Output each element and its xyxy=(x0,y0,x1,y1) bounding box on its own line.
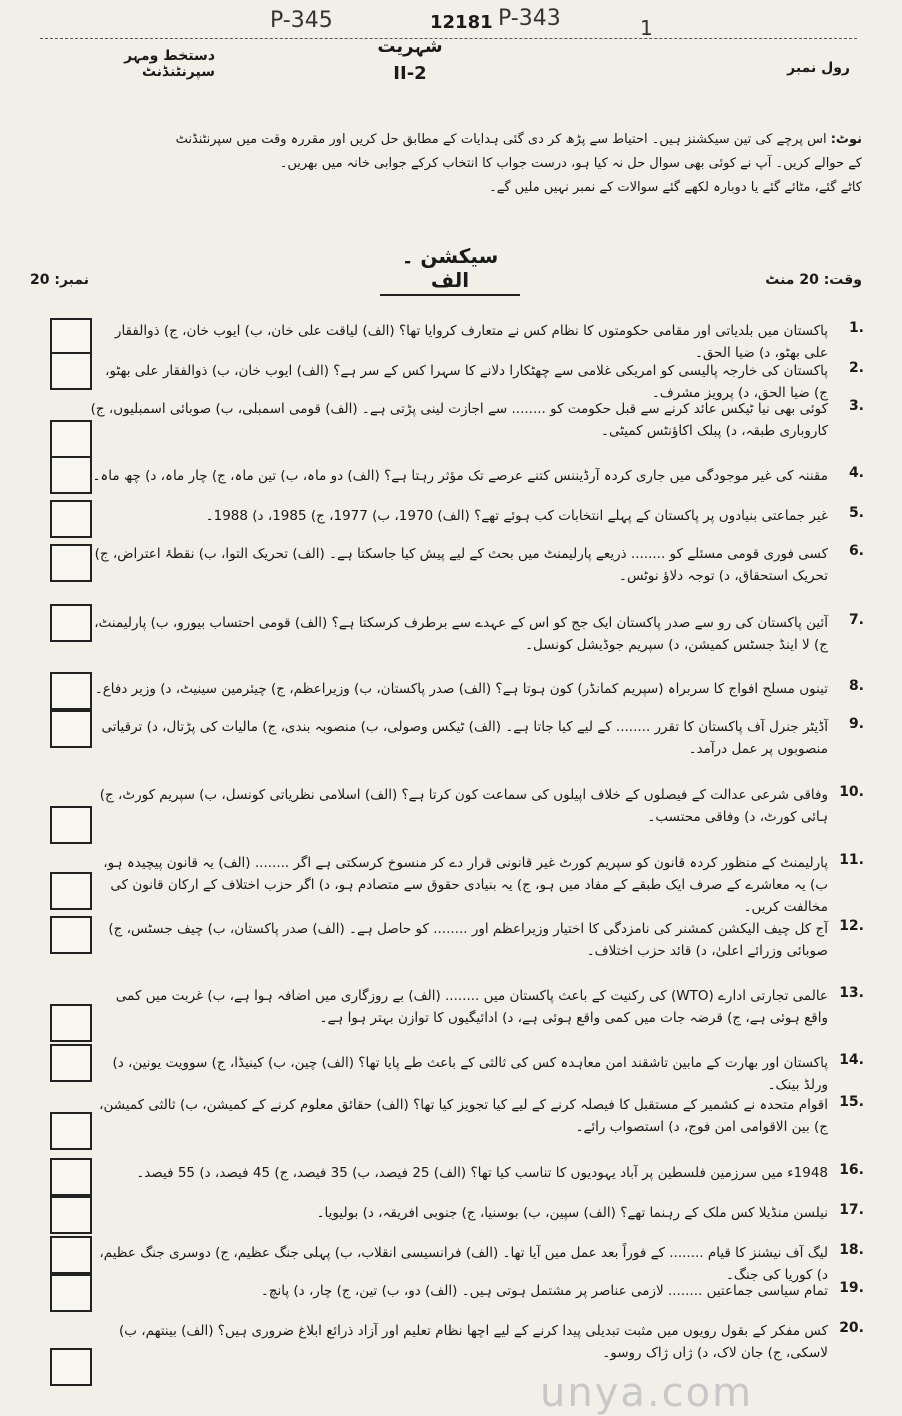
question-number: 16. xyxy=(839,1162,864,1178)
question-7 xyxy=(90,612,864,656)
answer-box-2[interactable] xyxy=(50,352,92,390)
subject-title: شہریت xyxy=(377,36,443,57)
question-number: 7. xyxy=(848,612,864,628)
site-watermark: unya.com xyxy=(540,1370,754,1416)
question-text: پارلیمنٹ کے منظور کردہ قانون کو سپریم کورٹ غیر قانونی قرار دے کر منسوخ کرسکتی ہے اگر ........ (الف) یہ قانون پیچیدہ ہو، ب) یہ معاشرے کے صرف ایک طبقے کے مفاد میں ہو، ج) یہ بنیادی حقوق سے متصادم ہو، د) اگر حزب اختلاف کے ارکان قانون کی مخالفت کریں۔ xyxy=(103,855,828,915)
question-text: پاکستان اور بھارت کے مابین تاشقند امن معاہدہ کس کی ثالثی کے باعث طے پایا تھا؟ (الف) چین، ب) کینیڈا، ج) سوویت یونین، د) ورلڈ بینک۔ xyxy=(112,1055,828,1093)
note-line-1: اس پرچے کی تین سیکشنز ہیں۔ احتیاط سے پڑھ کر دی گئی ہدایات کے مطابق حل کریں اور مقررہ وقت میں سپرنٹنڈنٹ xyxy=(175,132,827,147)
question-16 xyxy=(90,1162,864,1184)
answer-box-10[interactable] xyxy=(50,806,92,844)
question-text: 1948ء میں سرزمین فلسطین پر آباد یہودیوں کا تناسب کیا تھا؟ (الف) 25 فیصد، ب) 35 فیصد، ج) 45 فیصد، د) 55 فیصد۔ xyxy=(136,1165,828,1181)
handwritten-code-left: P-345 xyxy=(270,8,333,33)
answer-box-17[interactable] xyxy=(50,1196,92,1234)
question-text: غیر جماعتی بنیادوں پر پاکستان کے پہلے انتخابات کب ہوئے تھے؟ (الف) 1970، ب) 1977، ج) 1985، د) 1988۔ xyxy=(205,508,828,524)
section-title: سیکشن ۔ الف xyxy=(380,244,520,296)
answer-box-5[interactable] xyxy=(50,500,92,538)
instructions-note xyxy=(30,128,862,200)
question-number: 15. xyxy=(839,1094,864,1110)
answer-box-4[interactable] xyxy=(50,456,92,494)
question-text: مقننہ کی غیر موجودگی میں جاری کردہ آرڈیننس کتنے عرصے تک مؤثر رہتا ہے؟ (الف) دو ماہ، ب) تین ماہ، ج) چار ماہ، د) چھ ماہ۔ xyxy=(92,468,828,484)
note-label: نوٹ: xyxy=(830,132,862,147)
question-text: تینوں مسلح افواج کا سربراہ (سپریم کمانڈر) کون ہوتا ہے؟ (الف) صدر پاکستان، ب) وزیراعظم، ج) چیئرمین سینیٹ، د) وزیر دفاع۔ xyxy=(94,681,828,697)
question-text: پاکستان میں بلدیاتی اور مقامی حکومتوں کا نظام کس نے متعارف کروایا تھا؟ (الف) لیاقت علی خان، ب) ایوب خان، ج) ذوالفقار علی بھٹو، د) ضیا الحق۔ xyxy=(114,323,828,361)
question-text: لیگ آف نیشنز کا قیام ........ کے فوراً بعد عمل میں آیا تھا۔ (الف) فرانسیسی انقلاب، ب) پہلی جنگ عظیم، ج) دوسری جنگ عظیم، د) کوریا کی جنگ۔ xyxy=(99,1245,828,1283)
page-mark: 1 xyxy=(640,16,653,40)
question-number: 13. xyxy=(839,985,864,1001)
question-17 xyxy=(90,1202,864,1224)
question-text: کسی فوری قومی مسئلے کو ........ ذریعے پارلیمنٹ میں بحث کے لیے پیش کیا جاسکتا ہے۔ (الف) تحریک التوا، ب) نقطۂ اعتراض، ج) تحریک استحقاق، د) توجہ دلاؤ نوٹس۔ xyxy=(94,546,828,584)
question-number: 5. xyxy=(848,505,864,521)
answer-box-6[interactable] xyxy=(50,544,92,582)
question-number: 14. xyxy=(839,1052,864,1068)
answer-box-12[interactable] xyxy=(50,916,92,954)
answer-box-13[interactable] xyxy=(50,1004,92,1042)
question-8 xyxy=(90,678,864,700)
question-text: کوئی بھی نیا ٹیکس عائد کرنے سے قبل حکومت کو ........ سے اجازت لینی پڑتی ہے۔ (الف) قومی اسمبلی، ب) صوبائی اسمبلیوں، ج) کاروباری طبقہ، د) پبلک اکاؤنٹس کمیٹی۔ xyxy=(90,401,828,439)
question-text: اقوام متحدہ نے کشمیر کے مستقبل کا فیصلہ کرنے کے لیے کیا تجویز کیا تھا؟ (الف) حقائق معلوم کرنے کے کمیشن، ب) ثالثی کمیشن، ج) بین الاقوامی امن فوج، د) استصواب رائے۔ xyxy=(99,1097,828,1135)
question-number: 6. xyxy=(848,543,864,559)
question-number: 18. xyxy=(839,1242,864,1258)
question-number: 11. xyxy=(839,852,864,868)
answer-box-20[interactable] xyxy=(50,1348,92,1386)
answer-box-11[interactable] xyxy=(50,872,92,910)
answer-box-8[interactable] xyxy=(50,672,92,710)
question-number: 20. xyxy=(839,1320,864,1336)
paper-variant: II-2 xyxy=(393,63,427,84)
question-number: 3. xyxy=(848,398,864,414)
question-10 xyxy=(90,784,864,828)
question-text: وفاقی شرعی عدالت کے فیصلوں کے خلاف اپیلوں کی سماعت کون کرتا ہے؟ (الف) اسلامی نظریاتی کونسل، ب) سپریم کورٹ، ج) ہائی کورٹ، د) وفاقی محتسب۔ xyxy=(99,787,828,825)
question-text: آج کل چیف الیکشن کمشنر کی نامزدگی کا اختیار وزیراعظم اور ........ کو حاصل ہے۔ (الف) صدر پاکستان، ب) چیف جسٹس، ج) صوبائی وزرائے اعلیٰ، د) قائد حزب اختلاف۔ xyxy=(108,921,828,959)
answer-box-1[interactable] xyxy=(50,318,92,356)
question-12 xyxy=(90,918,864,962)
note-line-3: کاٹے گئے، مٹائے گئے یا دوبارہ لکھے گئے سوالات کے نمبر نہیں ملیں گے۔ xyxy=(489,180,862,195)
question-number: 19. xyxy=(839,1280,864,1296)
answer-box-14[interactable] xyxy=(50,1044,92,1082)
answer-box-15[interactable] xyxy=(50,1112,92,1150)
question-6 xyxy=(90,543,864,587)
question-number: 10. xyxy=(839,784,864,800)
question-number: 12. xyxy=(839,918,864,934)
question-number: 1. xyxy=(848,320,864,336)
question-15 xyxy=(90,1094,864,1138)
question-20 xyxy=(90,1320,864,1364)
question-number: 2. xyxy=(848,360,864,376)
answer-box-7[interactable] xyxy=(50,604,92,642)
question-number: 8. xyxy=(848,678,864,694)
question-text: پاکستان کی خارجہ پالیسی کو امریکی غلامی سے چھٹکارا دلانے کا سہرا کس کے سر ہے؟ (الف) ایوب خان، ب) ذوالفقار علی بھٹو، ج) ضیا الحق، د) پرویز مشرف۔ xyxy=(105,363,828,401)
question-5 xyxy=(90,505,864,527)
question-4 xyxy=(90,465,864,487)
total-marks: نمبر: 20 xyxy=(30,272,90,288)
roll-number-label: رول نمبر xyxy=(787,60,850,76)
answer-box-19[interactable] xyxy=(50,1274,92,1312)
question-3 xyxy=(90,398,864,442)
question-number: 9. xyxy=(848,716,864,732)
paper-code: 12181 xyxy=(430,12,493,33)
question-text: آئین پاکستان کی رو سے صدر پاکستان ایک جج کو اس کے عہدے سے برطرف کرسکتا ہے؟ (الف) قومی احتساب بیورو، ب) پارلیمنٹ، ج) لا اینڈ جسٹس کمیشن، د) سپریم جوڈیشل کونسل۔ xyxy=(94,615,828,653)
question-11 xyxy=(90,852,864,918)
question-text: تمام سیاسی جماعتیں ........ لازمی عناصر پر مشتمل ہوتی ہیں۔ (الف) دو، ب) تین، ج) چار، د) پانچ۔ xyxy=(260,1283,828,1299)
subject-stamp xyxy=(355,36,465,84)
question-number: 17. xyxy=(839,1202,864,1218)
question-text: نیلسن منڈیلا کس ملک کے رہنما تھے؟ (الف) سپین، ب) بوسنیا، ج) جنوبی افریقہ، د) بولیویا۔ xyxy=(316,1205,828,1221)
answer-box-16[interactable] xyxy=(50,1158,92,1196)
superintendent-signature-label: دستخط ومہر سپرنٹنڈنٹ xyxy=(124,48,215,80)
question-1 xyxy=(90,320,864,364)
question-number: 4. xyxy=(848,465,864,481)
handwritten-code-right: P-343 xyxy=(498,6,561,31)
time-allowed: وقت: 20 منٹ xyxy=(765,272,862,288)
answer-box-9[interactable] xyxy=(50,710,92,748)
answer-box-18[interactable] xyxy=(50,1236,92,1274)
question-text: کس مفکر کے بقول رویوں میں مثبت تبدیلی پیدا کرنے کے لیے اچھا نظام تعلیم اور آزاد ذرائع ابلاغ ضروری ہیں؟ (الف) بینتھم، ب) لاسکی، ج) جان لاک، د) ژاں ژاک روسو۔ xyxy=(119,1323,828,1361)
question-19 xyxy=(90,1280,864,1302)
question-text: عالمی تجارتی ادارے (WTO) کی رکنیت کے باعث پاکستان میں ........ (الف) بے روزگاری میں اضافہ ہوا ہے، ب) غربت میں کمی واقع ہوئی ہے، ج) قرضہ جات میں کمی واقع ہوئی ہے، د) ادائیگیوں کا توازن بہتر ہوا ہے۔ xyxy=(115,988,828,1026)
question-text: آڈیٹر جنرل آف پاکستان کا تقرر ........ کے لیے کیا جاتا ہے۔ (الف) ٹیکس وصولی، ب) منصوبہ بندی، ج) مالیات کی پڑتال، د) ترقیاتی منصوبوں پر عمل درآمد۔ xyxy=(101,719,828,757)
question-14 xyxy=(90,1052,864,1096)
question-13 xyxy=(90,985,864,1029)
answer-box-3[interactable] xyxy=(50,420,92,458)
question-9 xyxy=(90,716,864,760)
note-line-2: کے حوالے کریں۔ آپ نے کوئی بھی سوال حل نہ کیا ہو، درست جواب کا انتخاب کرکے جوابی خانہ میں بھریں۔ xyxy=(279,156,862,171)
